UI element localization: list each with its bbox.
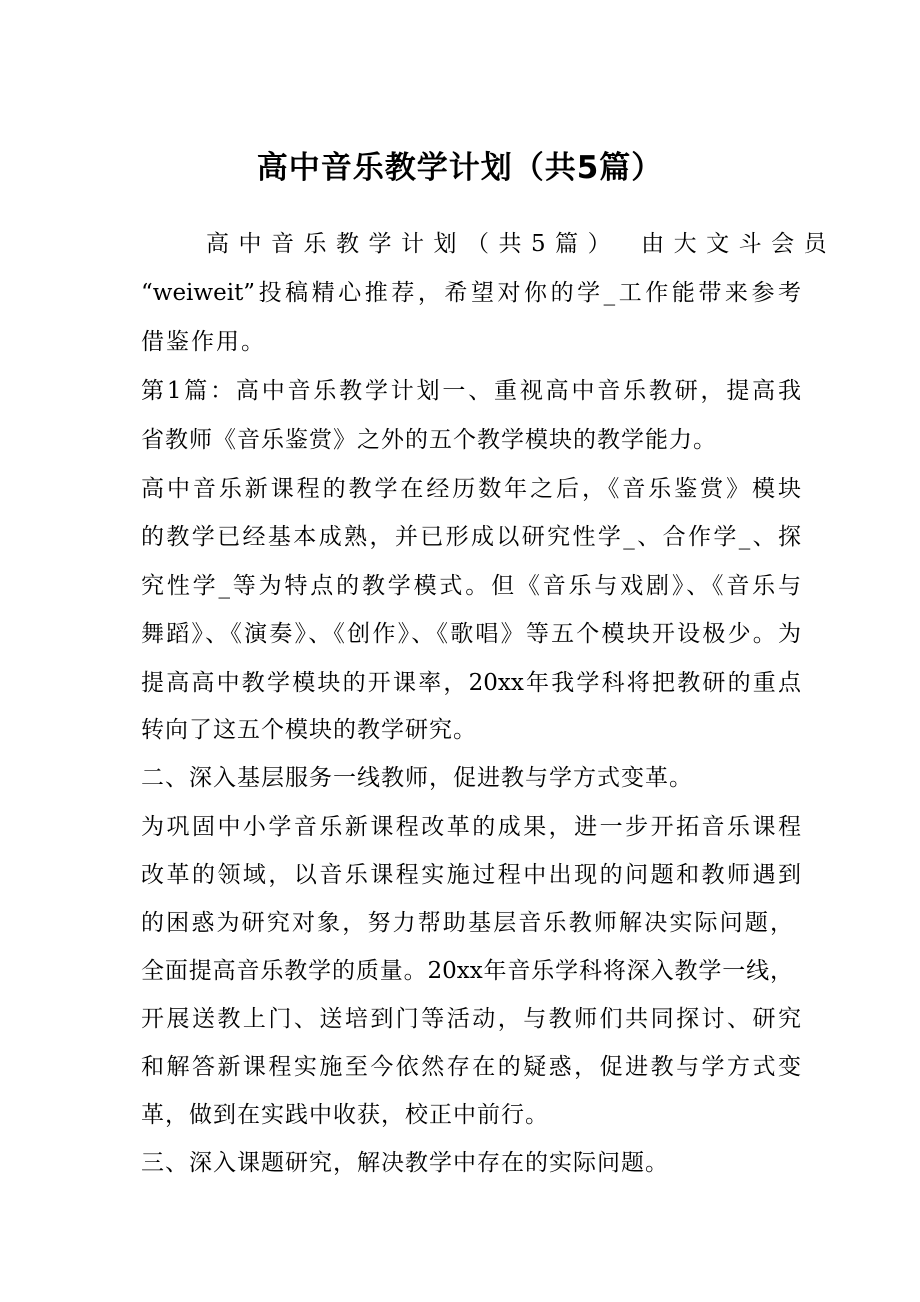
text-line-14: 改革的领域，以音乐课程实施过程中出现的问题和教师遇到	[141, 862, 801, 888]
text-line-12: 二、深入基层服务一线教师，促进教与学方式变革。	[141, 765, 693, 791]
text-line-6: 高中音乐新课程的教学在经历数年之后，《音乐鉴赏》模块	[141, 476, 801, 502]
text-line-10: 提高高中教学模块的开课率，20xx年我学科将把教研的重点	[141, 670, 801, 696]
text-line-18: 和解答新课程实施至今依然存在的疑惑，促进教与学方式变	[141, 1054, 801, 1080]
text-line-9: 舞蹈》、《演奏》、《创作》、《歌唱》等五个模块开设极少。为	[141, 621, 801, 647]
text-line-16: 全面提高音乐教学的质量。20xx年音乐学科将深入教学一线，	[141, 958, 793, 984]
text-line-20: 三、深入课题研究，解决教学中存在的实际问题。	[141, 1150, 669, 1176]
text-line-3: 借鉴作用。	[141, 329, 266, 355]
text-line-19: 革，做到在实践中收获，校正中前行。	[141, 1102, 549, 1128]
text-line-17: 开展送教上门、送培到门等活动，与教师们共同探讨、研究	[141, 1006, 801, 1032]
text-line-11: 转向了这五个模块的教学研究。	[141, 717, 477, 743]
text-line-7: 的教学已经基本成熟，并已形成以研究性学_、合作学_、探	[141, 524, 801, 550]
text-line-1: 高中音乐教学计划（共5篇） 由大文斗会员	[141, 231, 837, 257]
text-line-13: 为巩固中小学音乐新课程改革的成果，进一步开拓音乐课程	[141, 814, 801, 840]
text-line-5: 省教师《音乐鉴赏》之外的五个教学模块的教学能力。	[141, 427, 717, 453]
text-line-8: 究性学_等为特点的教学模式。但《音乐与戏剧》、《音乐与	[141, 573, 801, 599]
document-title: 高中音乐教学计划（共5篇）	[256, 150, 664, 186]
text-line-4: 第1篇：高中音乐教学计划一、重视高中音乐教研，提高我	[141, 378, 801, 404]
text-line-15: 的困惑为研究对象，努力帮助基层音乐教师解决实际问题，	[141, 910, 793, 936]
text-line-2: “weiweit”投稿精心推荐，希望对你的学_工作能带来参考	[141, 280, 801, 306]
